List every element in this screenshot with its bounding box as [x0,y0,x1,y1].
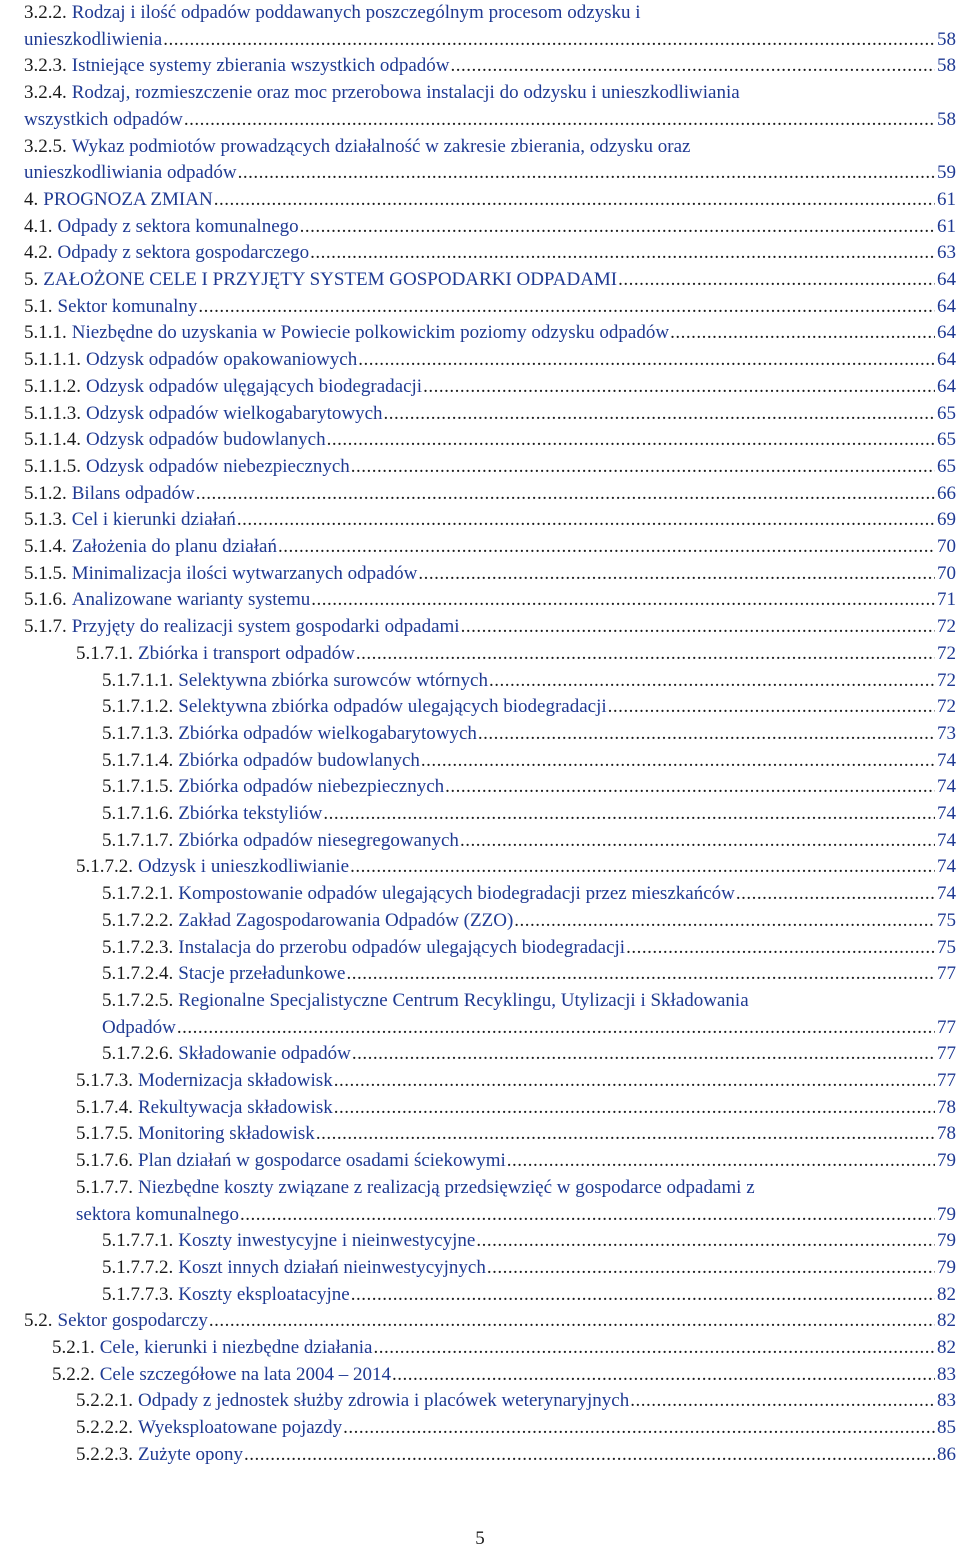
toc-line [76,1095,956,1122]
toc-leader-dots [310,240,935,267]
toc-title[interactable]: Zbiórka i transport odpadów [138,642,355,664]
toc-line [102,774,956,801]
toc-line [24,267,956,294]
toc-title[interactable]: Analizowane warianty systemu [71,589,311,611]
toc-page-number[interactable]: 69 [937,509,956,531]
toc-page-number[interactable]: 63 [937,242,956,264]
toc-number: 5.2.1. [52,1337,95,1358]
toc-page-number[interactable]: 74 [937,749,956,771]
toc-leader-dots [626,935,935,962]
toc-title[interactable]: Selektywna zbiórka surowców wtórnych [178,669,488,691]
toc-leader-dots [300,214,935,241]
toc-number: 5.2.2. [52,1363,95,1385]
toc-leader-dots [278,534,935,561]
toc-line [76,1415,956,1442]
toc-page-number[interactable]: 65 [937,402,956,424]
toc-line [24,80,740,107]
toc-number: 5.2.2.1. [76,1390,133,1412]
toc-title[interactable]: Odzysk odpadów wielkogabarytowych [86,402,383,424]
toc-title[interactable]: Niezbędne koszty związane z realizacją przedsięwzięć w gospodarce odpadami z [138,1176,755,1198]
toc-line [102,828,956,855]
toc-page-number[interactable]: 74 [937,856,956,878]
toc-page-number[interactable]: 83 [937,1363,956,1385]
toc-leader-dots [240,1202,935,1229]
toc-number: 5.1.7.7.1. [102,1230,174,1252]
toc-leader-dots [238,160,935,187]
toc-line [24,187,956,214]
toc-page-number[interactable]: 71 [937,589,956,611]
toc-page-number[interactable]: 72 [937,642,956,664]
toc-title[interactable]: wszystkich odpadów [24,108,183,130]
toc-line [76,641,956,668]
toc-title[interactable]: Instalacja do przerobu odpadów ulegających biodegradacji [178,936,626,958]
toc-title[interactable]: Cel i kierunki działań [71,509,236,531]
toc-title[interactable]: Bilans odpadów [71,482,195,504]
toc-page-number[interactable]: 74 [937,803,956,824]
toc-page-number[interactable]: 65 [937,429,956,451]
toc-leader-dots [351,1282,935,1309]
toc-page-number[interactable]: 78 [937,1096,956,1118]
toc-title[interactable]: Wykaz podmiotów prowadzących działalność w zakresie zbierania, odzysku oraz [71,135,691,157]
toc-number: 5. [24,269,39,290]
toc-line [102,748,956,775]
toc-number: 4. [24,188,39,210]
toc-title[interactable]: Składowanie odpadów [178,1043,351,1065]
toc-line [102,668,956,695]
toc-title[interactable]: Założenia do planu działań [71,536,277,557]
toc-page-number[interactable]: 74 [937,776,956,798]
toc-title[interactable]: Plan działań w gospodarce osadami ściekowymi [138,1150,506,1172]
toc-title[interactable]: Odzysk odpadów opakowaniowych [86,349,358,371]
toc-leader-dots [334,1068,935,1095]
toc-number: 5.1.7.1.3. [102,722,174,744]
toc-title[interactable]: Monitoring składowisk [138,1123,315,1145]
toc-line [52,1362,956,1389]
toc-title[interactable]: Zbiórka odpadów niesegregowanych [178,829,459,851]
toc-number: 5.1.7.1.6. [102,803,174,824]
toc-leader-dots [487,1255,935,1282]
toc-leader-dots [418,561,935,588]
toc-line [24,561,956,588]
toc-page-number[interactable]: 82 [937,1283,956,1305]
toc-page-number[interactable]: 77 [937,1070,956,1091]
toc-page-number[interactable]: 70 [937,536,956,557]
toc-line [24,587,956,614]
toc-line [76,1175,755,1202]
toc-number: 5.1.7.2.6. [102,1043,174,1065]
toc-page-number[interactable]: 78 [937,1123,956,1145]
toc-page-number[interactable]: 74 [937,883,956,905]
toc-leader-dots [445,774,935,801]
toc-line [102,801,956,828]
toc-leader-dots [346,961,935,988]
toc-line [24,614,956,641]
toc-leader-dots [209,1308,935,1335]
toc-leader-dots [316,1121,935,1148]
toc-title[interactable]: Odpadów [102,1016,176,1038]
toc-title[interactable]: Istniejące systemy zbierania wszystkich odpadów [71,55,450,77]
toc-page-number[interactable]: 82 [937,1310,956,1332]
toc-leader-dots [608,694,935,721]
toc-leader-dots [670,320,935,347]
toc-line [24,0,641,27]
toc-page-number[interactable]: 75 [937,909,956,931]
toc-number: 5.1.7.7.2. [102,1256,174,1278]
toc-number: 5.1.7.1.2. [102,696,174,718]
toc-leader-dots [460,828,935,855]
toc-number: 5.2. [24,1310,53,1332]
toc-page-number[interactable]: 64 [937,349,956,371]
toc-title[interactable]: Przyjęty do realizacji system gospodarki odpadami [71,616,460,638]
toc-leader-dots [198,294,935,321]
toc-leader-dots [423,374,935,401]
toc-title[interactable]: Odzysk i unieszkodliwianie [138,856,350,878]
toc-title[interactable]: Zbiórka odpadów niebezpiecznych [178,776,445,798]
toc-line [102,1282,956,1309]
toc-title[interactable]: Zbiórka odpadów budowlanych [178,749,420,771]
toc-title[interactable]: Zbiórka tekstyliów [178,803,323,824]
toc-number: 5.1.7.1.4. [102,749,174,771]
toc-leader-dots [478,721,935,748]
toc-leader-dots [736,881,935,908]
toc-leader-dots [163,27,935,54]
toc-number: 5.1.3. [24,509,67,531]
toc-line [24,454,956,481]
toc-page-number[interactable]: 70 [937,562,956,584]
toc-title[interactable]: ZAŁOŻONE CELE I PRZYJĘTY SYSTEM GOSPODARKI ODPADAMI [43,269,618,290]
toc-leader-dots [514,908,935,935]
toc-line [76,1121,956,1148]
toc-page-number[interactable]: 79 [937,1150,956,1172]
toc-line [102,935,956,962]
toc-number: 5.1.7.1. [76,642,133,664]
toc-number: 5.1.1.5. [24,455,81,477]
toc-number: 5.1.7.1.1. [102,669,174,691]
toc-number: 3.2.3. [24,55,67,77]
toc-page-number[interactable]: 82 [937,1337,956,1358]
toc-title[interactable]: Odzysk odpadów ulęgających biodegradacji [86,375,423,397]
toc-number: 5.1.1.2. [24,375,81,397]
toc-line [102,881,956,908]
toc-leader-dots [184,107,935,134]
toc-leader-dots [374,1335,936,1362]
toc-line [102,908,956,935]
toc-title[interactable]: Zakład Zagospodarowania Odpadów (ZZO) [178,909,514,931]
toc-number: 5.1.5. [24,562,67,584]
toc-number: 5.1. [24,295,53,317]
toc-title[interactable]: Stacje przeładunkowe [178,963,346,985]
toc-page-number[interactable]: 83 [937,1390,956,1412]
toc-number: 5.1.7.7.3. [102,1283,174,1305]
toc-page-number[interactable]: 72 [937,696,956,718]
toc-title[interactable]: Koszt innych działań nieinwestycyjnych [178,1256,486,1278]
toc-page-number[interactable]: 77 [937,1043,956,1065]
toc-line [24,320,956,347]
toc-number: 5.1.7.6. [76,1150,133,1172]
toc-page-number[interactable]: 79 [937,1203,956,1225]
toc-number: 5.2.2.2. [76,1417,133,1439]
toc-line [102,694,956,721]
toc-page-number[interactable]: 65 [937,455,956,477]
toc-line [76,1148,956,1175]
toc-page-number[interactable]: 75 [937,936,956,958]
toc-page-number[interactable]: 73 [937,722,956,744]
toc-title[interactable]: Koszty eksploatacyjne [178,1283,350,1305]
toc-title[interactable]: Sektor komunalny [57,295,198,317]
toc-page-number[interactable]: 79 [937,1230,956,1252]
toc-title[interactable]: Kompostowanie odpadów ulegających biodegradacji przez mieszkańców [178,883,735,905]
toc-number: 5.1.1.4. [24,429,81,451]
toc-leader-dots [327,427,935,454]
toc-leader-dots [334,1095,935,1122]
toc-page-number[interactable]: 72 [937,669,956,691]
toc-title[interactable]: Wyeksploatowane pojazdy [138,1417,343,1439]
toc-line [76,854,956,881]
toc-line [102,1041,956,1068]
toc-page-number[interactable]: 61 [937,188,956,210]
toc-line [52,1335,956,1362]
toc-page-number[interactable]: 58 [937,108,956,130]
toc-leader-dots [421,748,935,775]
toc-page-number[interactable]: 64 [937,269,956,290]
toc-title[interactable]: Rodzaj i ilość odpadów poddawanych poszczególnym procesom odzysku i [71,2,641,23]
toc-title[interactable]: Odpady z sektora komunalnego [57,215,299,237]
toc-leader-dots [476,1228,935,1255]
toc-line [76,1388,956,1415]
toc-line [102,961,956,988]
toc-line [24,53,956,80]
toc-leader-dots [392,1362,935,1389]
toc-line [24,160,956,187]
toc-page-number[interactable]: 64 [937,375,956,397]
page-number: 5 [475,1528,485,1549]
toc-page-number[interactable]: 58 [937,28,956,50]
toc-line [24,214,956,241]
toc-line [24,107,956,134]
toc-number: 5.1.7.2.4. [102,963,174,985]
toc-line [24,374,956,401]
toc-title[interactable]: Cele, kierunki i niezbędne działania [99,1337,373,1358]
toc-leader-dots [461,614,935,641]
toc-leader-dots [196,481,935,508]
toc-title[interactable]: Sektor gospodarczy [57,1310,208,1332]
toc-leader-dots [311,587,935,614]
toc-leader-dots [356,641,935,668]
toc-leader-dots [350,854,935,881]
toc-leader-dots [177,1015,935,1042]
toc-leader-dots [358,347,935,374]
toc-title[interactable]: unieszkodliwienia [24,28,163,50]
toc-number: 5.1.7.2.1. [102,883,174,905]
toc-title[interactable]: Rodzaj, rozmieszczenie oraz moc przerobowa instalacji do odzysku i unieszkodliwiania [71,82,740,104]
toc-line [24,134,690,161]
toc-line [24,534,956,561]
toc-line [24,507,956,534]
toc-page-number[interactable]: 79 [937,1256,956,1278]
toc-number: 5.1.7.2.5. [102,989,174,1011]
toc-leader-dots [451,53,935,80]
toc-number: 5.1.4. [24,536,67,557]
toc-leader-dots [244,1442,935,1469]
toc-page-number[interactable]: 85 [937,1417,956,1439]
toc-line [24,27,956,54]
toc-leader-dots [351,454,935,481]
toc-page-number[interactable]: 59 [937,162,956,184]
toc-title[interactable]: Cele szczegółowe na lata 2004 – 2014 [99,1363,391,1385]
toc-number: 4.2. [24,242,53,264]
toc-number: 5.1.7.1.5. [102,776,174,798]
toc-line [76,1068,956,1095]
toc-number: 5.1.6. [24,589,67,611]
toc-line [24,427,956,454]
toc-line [24,1308,956,1335]
toc-title[interactable]: sektora komunalnego [76,1203,240,1225]
toc-number: 5.2.2.3. [76,1443,133,1465]
toc-title[interactable]: Minimalizacja ilości wytwarzanych odpadów [71,562,418,584]
toc-leader-dots [237,507,935,534]
toc-page-number[interactable]: 72 [937,616,956,638]
toc-number: 5.1.7. [24,616,67,638]
toc-line [24,294,956,321]
toc-line [76,1202,956,1229]
toc-title[interactable]: Odpady z jednostek służby zdrowia i placówek weterynaryjnych [138,1390,630,1412]
toc-title[interactable]: Rekultywacja składowisk [138,1096,333,1118]
toc-leader-dots [507,1148,935,1175]
toc-line [24,401,956,428]
toc-leader-dots [352,1041,935,1068]
toc-line [24,240,956,267]
toc-number: 3.2.5. [24,135,67,157]
toc-number: 3.2.4. [24,82,67,104]
toc-number: 5.1.7.2.3. [102,936,174,958]
toc-title[interactable]: Selektywna zbiórka odpadów ulegających biodegradacji [178,696,607,718]
toc-page-number[interactable]: 64 [937,322,956,344]
toc-page-number[interactable]: 64 [937,295,956,317]
toc-page-number[interactable]: 58 [937,55,956,77]
toc-number: 5.1.1. [24,322,67,344]
toc-line [102,1255,956,1282]
toc-number: 5.1.2. [24,482,67,504]
toc-page-number[interactable]: 77 [937,963,956,985]
toc-line [102,721,956,748]
toc-line [102,988,749,1015]
toc-page-number[interactable]: 77 [937,1016,956,1038]
toc-title[interactable]: Zbiórka odpadów wielkogabarytowych [178,722,477,744]
toc-page-number[interactable]: 66 [937,482,956,504]
toc-line [102,1228,956,1255]
toc-title[interactable]: PROGNOZA ZMIAN [43,188,213,210]
toc-title[interactable]: unieszkodliwiania odpadów [24,162,237,184]
toc-title[interactable]: Modernizacja składowisk [138,1070,333,1091]
toc-title[interactable]: Niezbędne do uzyskania w Powiecie polkowickim poziomy odzysku odpadów [71,322,670,344]
toc-title[interactable]: Odzysk odpadów budowlanych [86,429,326,451]
toc-line [24,347,956,374]
toc-number: 5.1.7.1.7. [102,829,174,851]
toc-leader-dots [343,1415,935,1442]
toc-leader-dots [214,187,935,214]
toc-leader-dots [630,1388,935,1415]
toc-leader-dots [618,267,935,294]
toc-number: 5.1.1.3. [24,402,81,424]
toc-title[interactable]: Koszty inwestycyjne i nieinwestycyjne [178,1230,476,1252]
toc-leader-dots [323,801,935,828]
toc-leader-dots [489,668,935,695]
toc-number: 5.1.7.4. [76,1096,133,1118]
toc-number: 5.1.7.2.2. [102,909,174,931]
toc-line [76,1442,956,1469]
toc-line [102,1015,956,1042]
toc-number: 5.1.1.1. [24,349,81,371]
toc-title[interactable]: Odpady z sektora gospodarczego [57,242,310,264]
toc-number: 5.1.7.3. [76,1070,133,1091]
toc-number: 5.1.7.2. [76,856,133,878]
toc-page-number[interactable]: 61 [937,215,956,237]
toc-page-number[interactable]: 86 [937,1443,956,1465]
toc-title[interactable]: Odzysk odpadów niebezpiecznych [86,455,350,477]
toc-line [24,481,956,508]
toc-number: 5.1.7.5. [76,1123,133,1145]
toc-title[interactable]: Regionalne Specjalistyczne Centrum Recyklingu, Utylizacji i Składowania [178,989,749,1011]
toc-page-number[interactable]: 74 [937,829,956,851]
toc-number: 3.2.2. [24,2,67,23]
toc-title[interactable]: Zużyte opony [138,1443,244,1465]
toc-leader-dots [384,401,935,428]
toc-number: 5.1.7.7. [76,1176,133,1198]
toc-number: 4.1. [24,215,53,237]
